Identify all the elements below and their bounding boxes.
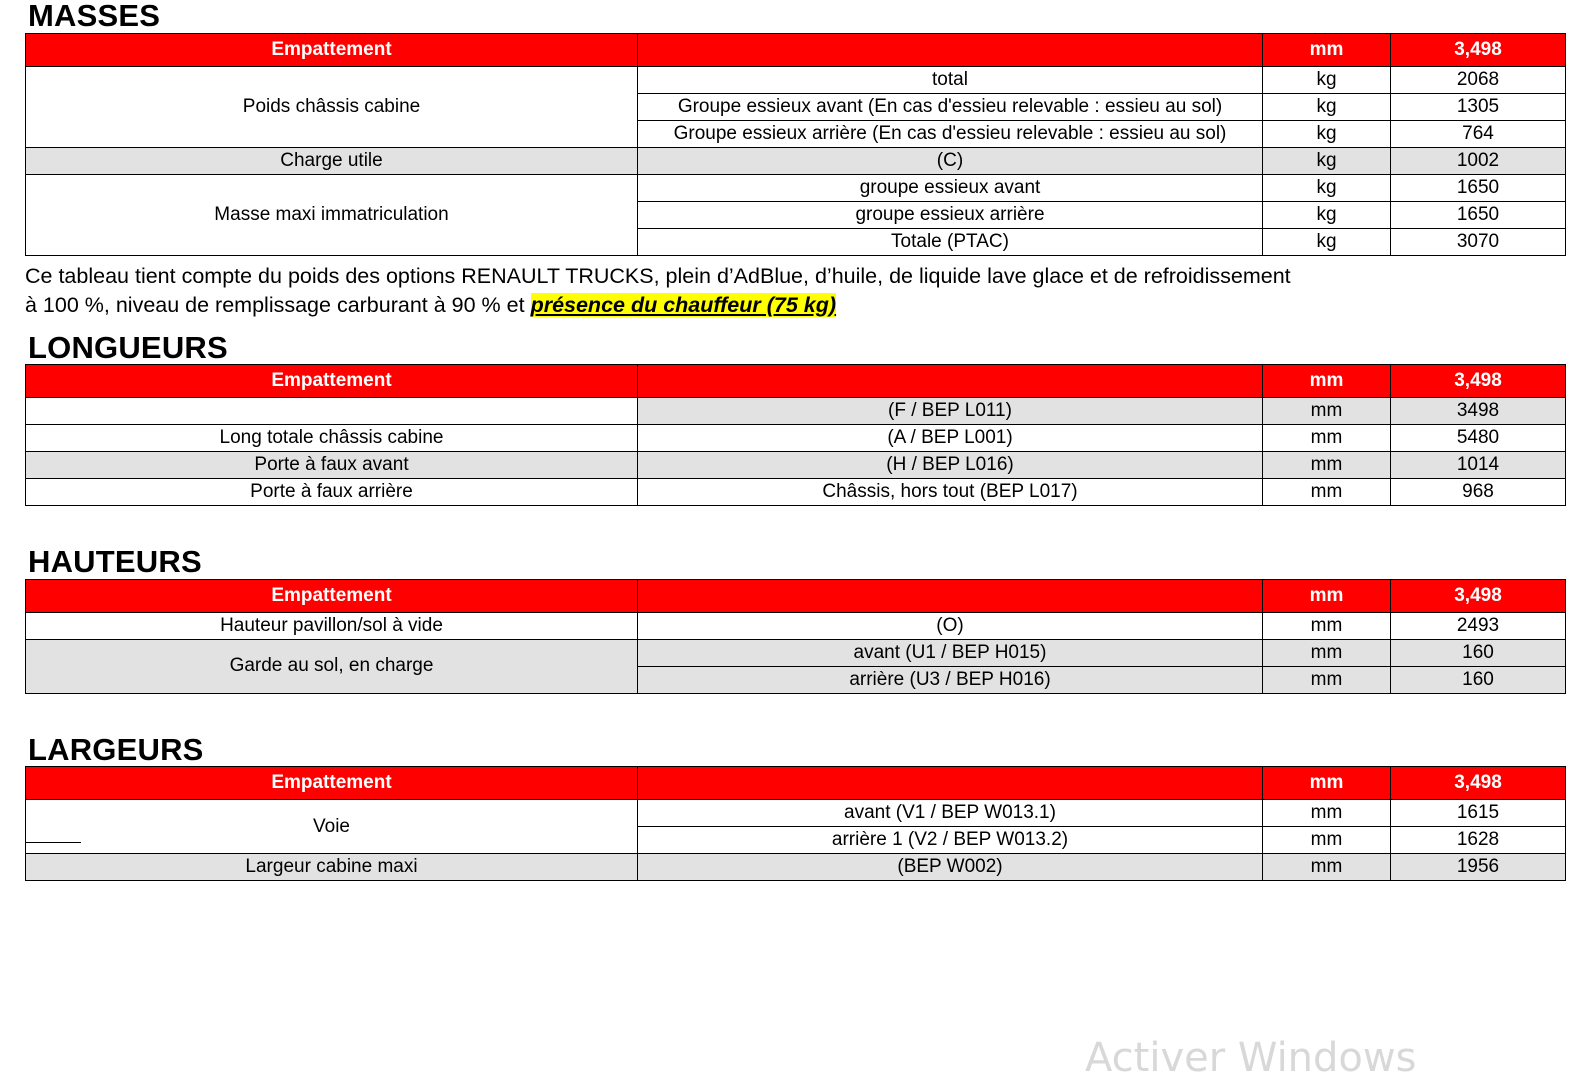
header-label: Empattement [26, 365, 638, 398]
row-label: Porte à faux arrière [26, 479, 638, 506]
header-value: 3,498 [1391, 33, 1566, 66]
header-blank [638, 579, 1263, 612]
row-detail: Groupe essieux arrière (En cas d'essieu relevable : essieu au sol) [638, 120, 1263, 147]
row-label [26, 398, 638, 425]
note-highlight: présence du chauffeur (75 kg) [530, 292, 837, 317]
row-label: Charge utile [26, 147, 638, 174]
row-detail: Totale (PTAC) [638, 228, 1263, 255]
row-unit: kg [1263, 201, 1391, 228]
header-unit: mm [1263, 767, 1391, 800]
row-value: 160 [1391, 639, 1566, 666]
row-value: 3498 [1391, 398, 1566, 425]
row-value: 3070 [1391, 228, 1566, 255]
header-label: Empattement [26, 579, 638, 612]
row-value: 2493 [1391, 612, 1566, 639]
table-hauteurs [25, 579, 1566, 694]
row-detail: arrière 1 (V2 / BEP W013.2) [638, 827, 1263, 854]
row-detail: (A / BEP L001) [638, 425, 1263, 452]
table-header-row [26, 365, 1566, 398]
table-masses [25, 33, 1566, 256]
row-detail: Châssis, hors tout (BEP L017) [638, 479, 1263, 506]
row-value: 1305 [1391, 93, 1566, 120]
header-unit: mm [1263, 33, 1391, 66]
row-unit: kg [1263, 147, 1391, 174]
masses-note [25, 262, 1581, 320]
row-label: Voie [26, 800, 638, 854]
row-detail: (C) [638, 147, 1263, 174]
row-value: 2068 [1391, 66, 1566, 93]
row-unit: mm [1263, 398, 1391, 425]
row-label: Long totale châssis cabine [26, 425, 638, 452]
row-unit: mm [1263, 479, 1391, 506]
row-detail: (BEP W002) [638, 854, 1263, 881]
note-line-1: Ce tableau tient compte du poids des options RENAULT TRUCKS, plein d’AdBlue, d’huile, de liquide lave glace et de refroidissement [25, 263, 1291, 288]
table-edge-stub [25, 828, 81, 843]
row-detail: avant (U1 / BEP H015) [638, 639, 1263, 666]
row-unit: mm [1263, 854, 1391, 881]
section-title-hauteurs: HAUTEURS [28, 544, 202, 580]
row-unit: mm [1263, 827, 1391, 854]
header-label: Empattement [26, 33, 638, 66]
row-value: 1615 [1391, 800, 1566, 827]
table-row [26, 425, 1566, 452]
row-value: 160 [1391, 666, 1566, 693]
row-value: 5480 [1391, 425, 1566, 452]
header-value: 3,498 [1391, 365, 1566, 398]
row-detail: Groupe essieux avant (En cas d'essieu relevable : essieu au sol) [638, 93, 1263, 120]
table-row [26, 800, 1566, 827]
row-unit: kg [1263, 174, 1391, 201]
table-row [26, 147, 1566, 174]
table-longueurs [25, 364, 1566, 506]
header-blank [638, 767, 1263, 800]
row-value: 1628 [1391, 827, 1566, 854]
table-row [26, 479, 1566, 506]
row-unit: mm [1263, 639, 1391, 666]
table-row [26, 612, 1566, 639]
row-unit: kg [1263, 66, 1391, 93]
row-unit: mm [1263, 800, 1391, 827]
row-detail: groupe essieux avant [638, 174, 1263, 201]
table-header-row [26, 33, 1566, 66]
row-detail: (O) [638, 612, 1263, 639]
row-label: Masse maxi immatriculation [26, 174, 638, 255]
table-row [26, 854, 1566, 881]
row-value: 1650 [1391, 201, 1566, 228]
row-value: 1650 [1391, 174, 1566, 201]
table-row [26, 398, 1566, 425]
header-unit: mm [1263, 579, 1391, 612]
header-unit: mm [1263, 365, 1391, 398]
header-value: 3,498 [1391, 579, 1566, 612]
section-title-longueurs: LONGUEURS [28, 329, 228, 365]
header-value: 3,498 [1391, 767, 1566, 800]
row-unit: mm [1263, 452, 1391, 479]
row-detail: avant (V1 / BEP W013.1) [638, 800, 1263, 827]
table-largeurs [25, 766, 1566, 881]
header-blank [638, 365, 1263, 398]
row-value: 968 [1391, 479, 1566, 506]
windows-activation-watermark: Activer Windows [1085, 1035, 1417, 1081]
row-unit: mm [1263, 612, 1391, 639]
row-detail: total [638, 66, 1263, 93]
table-row [26, 639, 1566, 666]
row-label: Hauteur pavillon/sol à vide [26, 612, 638, 639]
row-unit: kg [1263, 228, 1391, 255]
header-label: Empattement [26, 767, 638, 800]
row-unit: mm [1263, 666, 1391, 693]
section-title-masses: MASSES [28, 0, 161, 33]
table-row [26, 452, 1566, 479]
table-row [26, 66, 1566, 93]
row-value: 764 [1391, 120, 1566, 147]
row-value: 1014 [1391, 452, 1566, 479]
table-header-row [26, 579, 1566, 612]
row-detail: groupe essieux arrière [638, 201, 1263, 228]
row-label: Poids châssis cabine [26, 66, 638, 147]
table-row [26, 174, 1566, 201]
row-unit: mm [1263, 425, 1391, 452]
note-line-2-prefix: à 100 %, niveau de remplissage carburant à 90 % et [25, 292, 531, 317]
row-detail: (H / BEP L016) [638, 452, 1263, 479]
table-header-row [26, 767, 1566, 800]
section-title-largeurs: LARGEURS [28, 731, 204, 767]
row-value: 1002 [1391, 147, 1566, 174]
row-unit: kg [1263, 93, 1391, 120]
row-unit: kg [1263, 120, 1391, 147]
row-label: Largeur cabine maxi [26, 854, 638, 881]
row-label: Garde au sol, en charge [26, 639, 638, 693]
header-blank [638, 33, 1263, 66]
row-detail: (F / BEP L011) [638, 398, 1263, 425]
row-label: Porte à faux avant [26, 452, 638, 479]
row-detail: arrière (U3 / BEP H016) [638, 666, 1263, 693]
row-value: 1956 [1391, 854, 1566, 881]
